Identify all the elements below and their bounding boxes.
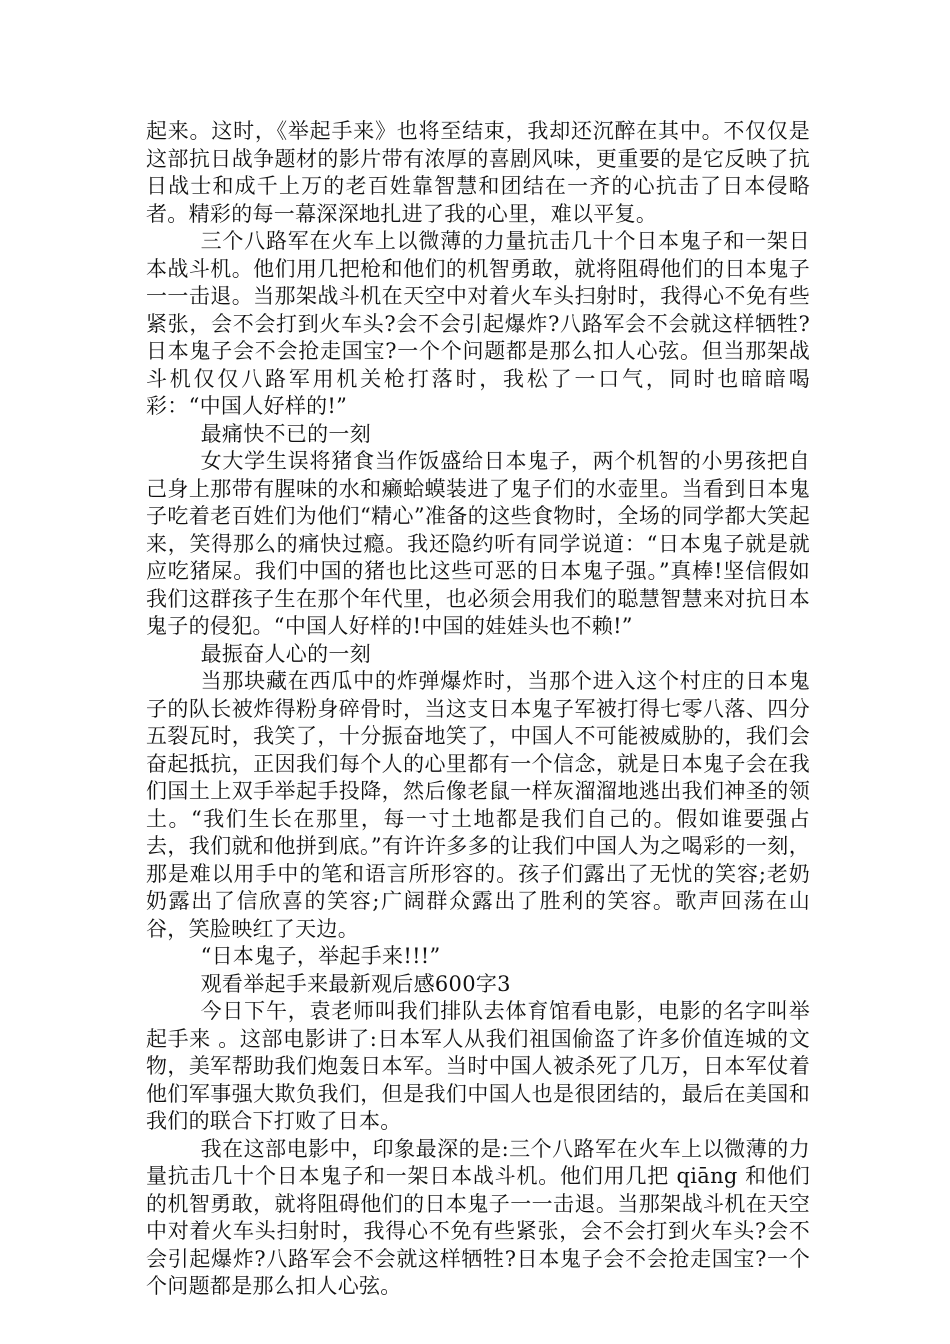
quote-line: “日本鬼子，举起手来!!!” [200, 944, 441, 968]
article-title: 观看举起手来最新观后感600字3 [200, 971, 511, 996]
paragraph: 当那块藏在西瓜中的炸弹爆炸时，当那个进入这个村庄的日本鬼子的队长被炸得粉身碎骨时，当这支日本鬼子军被打得七零八落、四分五裂瓦时，我笑了，十分振奋地笑了，中国人不可能被威胁的，我们会奋起抵抗，正因我们每个人的心里都有一个信念，就是日本鬼子会在我们国土上双手举起手投降，然后像老鼠一样灰溜溜地逃出我们神圣的领土。“我们生长在那里，每一寸土地都是我们自己的。假如谁要强占去，我们就和他拼到底。”有许许多多的让我们中国人为之喝彩的一刻，那是难以用手中的笔和语言所形容的。孩子们露出了无忧的笑容;老奶奶露出了信欣喜的笑容;广阔群众露出了胜利的笑容。歌声回荡在山谷，笑脸映红了天边。 [146, 669, 810, 941]
section-heading: 最痛快不已的一刻 [200, 421, 371, 446]
paragraph: 起来。这时，《举起手来》也将至结束，我却还沉醉在其中。不仅仅是这部抗日战争题材的影片带有浓厚的喜剧风味，更重要的是它反映了抗日战士和成千上万的老百姓靠智慧和团结在一齐的心抗击了日本侵略者。精彩的每一幕深深地扎进了我的心里，难以平复。 [146, 119, 810, 226]
paragraph: 三个八路军在火车上以微薄的力量抗击几十个日本鬼子和一架日本战斗机。他们用几把枪和他们的机智勇敢，就将阻碍他们的日本鬼子一一击退。当那架战斗机在天空中对着火车头扫射时，我得心不免有些紧张，会不会打到火车头?会不会引起爆炸?八路军会不会就这样牺牲?日本鬼子会不会抢走国宝?一个个问题都是那么扣人心弦。但当那架战斗机仅仅八路军用机关枪打落时，我松了一口气，同时也暗暗喝彩：“中国人好样的!” [146, 229, 810, 418]
paragraph: 今日下午，袁老师叫我们排队去体育馆看电影，电影的名字叫举起手来 。这部电影讲了:日本军人从我们祖国偷盗了许多价值连城的文物，美军帮助我们炮轰日本军。当时中国人被杀死了几万，日本军仗着他们军事强大欺负我们，但是我们中国人也是很团结的，最后在美国和我们的联合下打败了日本。 [146, 999, 810, 1133]
section-heading: 最振奋人心的一刻 [200, 641, 371, 666]
paragraph: 我在这部电影中，印象最深的是:三个八路军在火车上以微薄的力量抗击几十个日本鬼子和一架日本战斗机。他们用几把 qiāng 和他们的机智勇敢，就将阻碍他们的日本鬼子一一击退。当那架战斗机在天空中对着火车头扫射时，我得心不免有些紧张，会不会打到火车头?会不会引起爆炸?八路军会不会就这样牺牲?日本鬼子会不会抢走国宝?一个个问题都是那么扣人心弦。 [146, 1136, 810, 1298]
paragraph: 女大学生误将猪食当作饭盛给日本鬼子，两个机智的小男孩把自己身上那带有腥味的水和癞蛤蟆装进了鬼子们的水壶里。当看到日本鬼子吃着老百姓们为他们“精心”准备的这些食物时，全场的同学都大笑起来，笑得那么的痛快过瘾。我还隐约听有同学说道：“日本鬼子就是就应吃猪屎。我们中国的猪也比这些可恶的日本鬼子强。”真棒!坚信假如我们这群孩子生在那个年代里，也必须会用我们的聪慧智慧来对抗日本鬼子的侵犯。“中国人好样的!中国的娃娃头也不赖!” [146, 449, 810, 638]
document-body [146, 118, 810, 1301]
